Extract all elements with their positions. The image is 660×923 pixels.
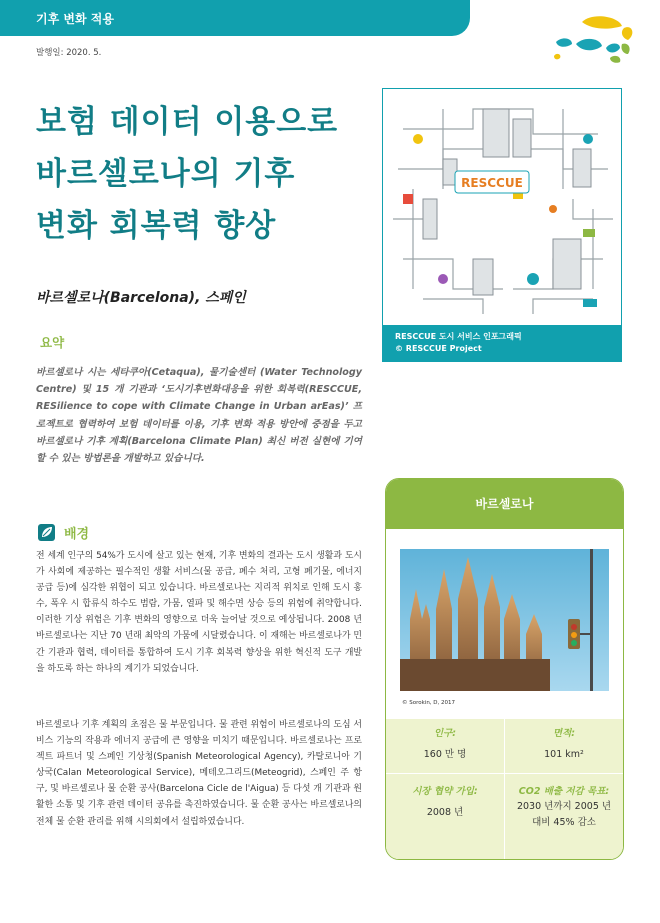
infographic-caption bbox=[395, 331, 522, 355]
caption-credit: © RESCCUE Project bbox=[395, 344, 482, 353]
city-fact-card bbox=[385, 478, 624, 860]
issue-date: 발행일: 2020. 5. bbox=[36, 48, 102, 58]
category-banner bbox=[0, 0, 470, 36]
co2-target-stat bbox=[505, 783, 623, 831]
stats-divider bbox=[386, 773, 623, 774]
title-line: 변화 회복력 향상 bbox=[36, 208, 277, 244]
photo-credit: © Sorokin, D, 2017 bbox=[402, 700, 456, 706]
infographic-image bbox=[383, 89, 621, 325]
title-line: 바르셀로나의 기후 bbox=[36, 156, 296, 192]
area-value: 101 km² bbox=[544, 749, 584, 760]
title-line: 보험 데이터 이용으로 bbox=[36, 104, 339, 140]
covenant-logo bbox=[548, 14, 634, 66]
location-subtitle: 바르셀로나(Barcelona), 스페인 bbox=[36, 290, 246, 306]
background-heading-label: 배경 bbox=[64, 527, 90, 542]
background-heading bbox=[38, 523, 89, 542]
co2-target-label: CO2 배출 저감 목표: bbox=[518, 786, 610, 797]
co2-target-line: 대비 45% 감소 bbox=[532, 817, 596, 828]
population-stat bbox=[386, 725, 504, 763]
caption-title: RESCCUE 도시 서비스 인포그래픽 bbox=[395, 332, 522, 341]
covenant-label: 시장 협약 가입: bbox=[412, 786, 478, 797]
co2-target-line: 2030 년까지 2005 년 bbox=[516, 801, 612, 812]
covenant-value: 2008 년 bbox=[426, 807, 464, 818]
background-paragraph: 전 세계 인구의 54%가 도시에 살고 있는 현재, 기후 변화의 결과는 도시 생활과 도시가 사회에 제공하는 필수적인 생활 서비스(물 공급, 폐수 처리, 고형 폐기물, 에너지 공급 등)에 심각한 위협이 되고 있습니다. 바르셀로나는 지리적 위치로 인해 도시 홍수, 폭우 시 합류식 하수도 범람, 가뭄, 열파 및 해수면 상승 등의 위험에 취약합니다. 이러한 기상 위험은 기후 변화의 영향으로 더욱 늘어날 것으로 예상됩니다. 2008 년 바르셀로나는 지난 70 년래 최악의 가뭄에 시달렸습니다. 이 재해는 바르셀로나가 민간 기관과 협력, 데이터를 통합하여 도시 기후 회복력 향상을 위한 혁신적 도구 개발을 하도록 하는 하나의 계기가 되었습니다. bbox=[36, 551, 362, 674]
category-label: 기후 변화 적용 bbox=[36, 12, 114, 26]
sagrada-familia-photo bbox=[400, 549, 609, 691]
co2-target-value bbox=[505, 799, 623, 831]
city-card-title: 바르셀로나 bbox=[386, 479, 623, 529]
area-stat bbox=[505, 725, 623, 763]
area-label: 면적: bbox=[552, 728, 576, 739]
population-label: 인구: bbox=[433, 728, 457, 739]
summary-text: 바르셀로나 시는 세타쿠아(Cetaqua), 물기술센터 (Water Technology Centre) 및 15 개 기관과 ‘도시기후변화대응을 위한 회복력(RESCCUE, RESilience to cope with Climate Change in Urban arEas)’ 프로젝트로 협력하여 보험 데이터를 이용, 기후 변화 적용 방안에 중점을 두고 바르셀로나 기후 계획(Barcelona Climate Plan) 최신 버전 실현에 기여할 수 있는 방법론을 개발하고 있습니다. bbox=[36, 367, 362, 465]
covenant-stat bbox=[386, 783, 504, 821]
city-stats bbox=[386, 719, 623, 859]
population-value: 160 만 명 bbox=[423, 749, 467, 760]
rescue-logo-text: RESCCUE bbox=[461, 176, 523, 190]
background-paragraph: 바르셀로나 기후 계획의 초점은 물 부문입니다. 물 관련 위험이 바르셀로나의 도심 서비스 기능의 작용과 에너지 공급에 큰 영향을 미치기 때문입니다. 바르셀로나는 프로젝트 파트너 및 스페인 기상청(Spanish Meteorological Agency), 카탈로니아 기상국(Calan Meteorological Service), 메테오그리드(Meteogrid), 스페인 주 항구, 및 바르셀로나 물 순환 공사(Barcelona Cicle de l'Aigua) 등 다섯 개 기관과 원활한 소통 및 기후 관련 데이터 공유를 촉진하였습니다. 물 순환 공사는 바르셀로나의 전체 물 순환 관리를 위해 시의회에서 설립하였습니다. bbox=[36, 720, 362, 827]
summary-heading: 요약 bbox=[40, 335, 65, 350]
page-title bbox=[36, 96, 376, 252]
